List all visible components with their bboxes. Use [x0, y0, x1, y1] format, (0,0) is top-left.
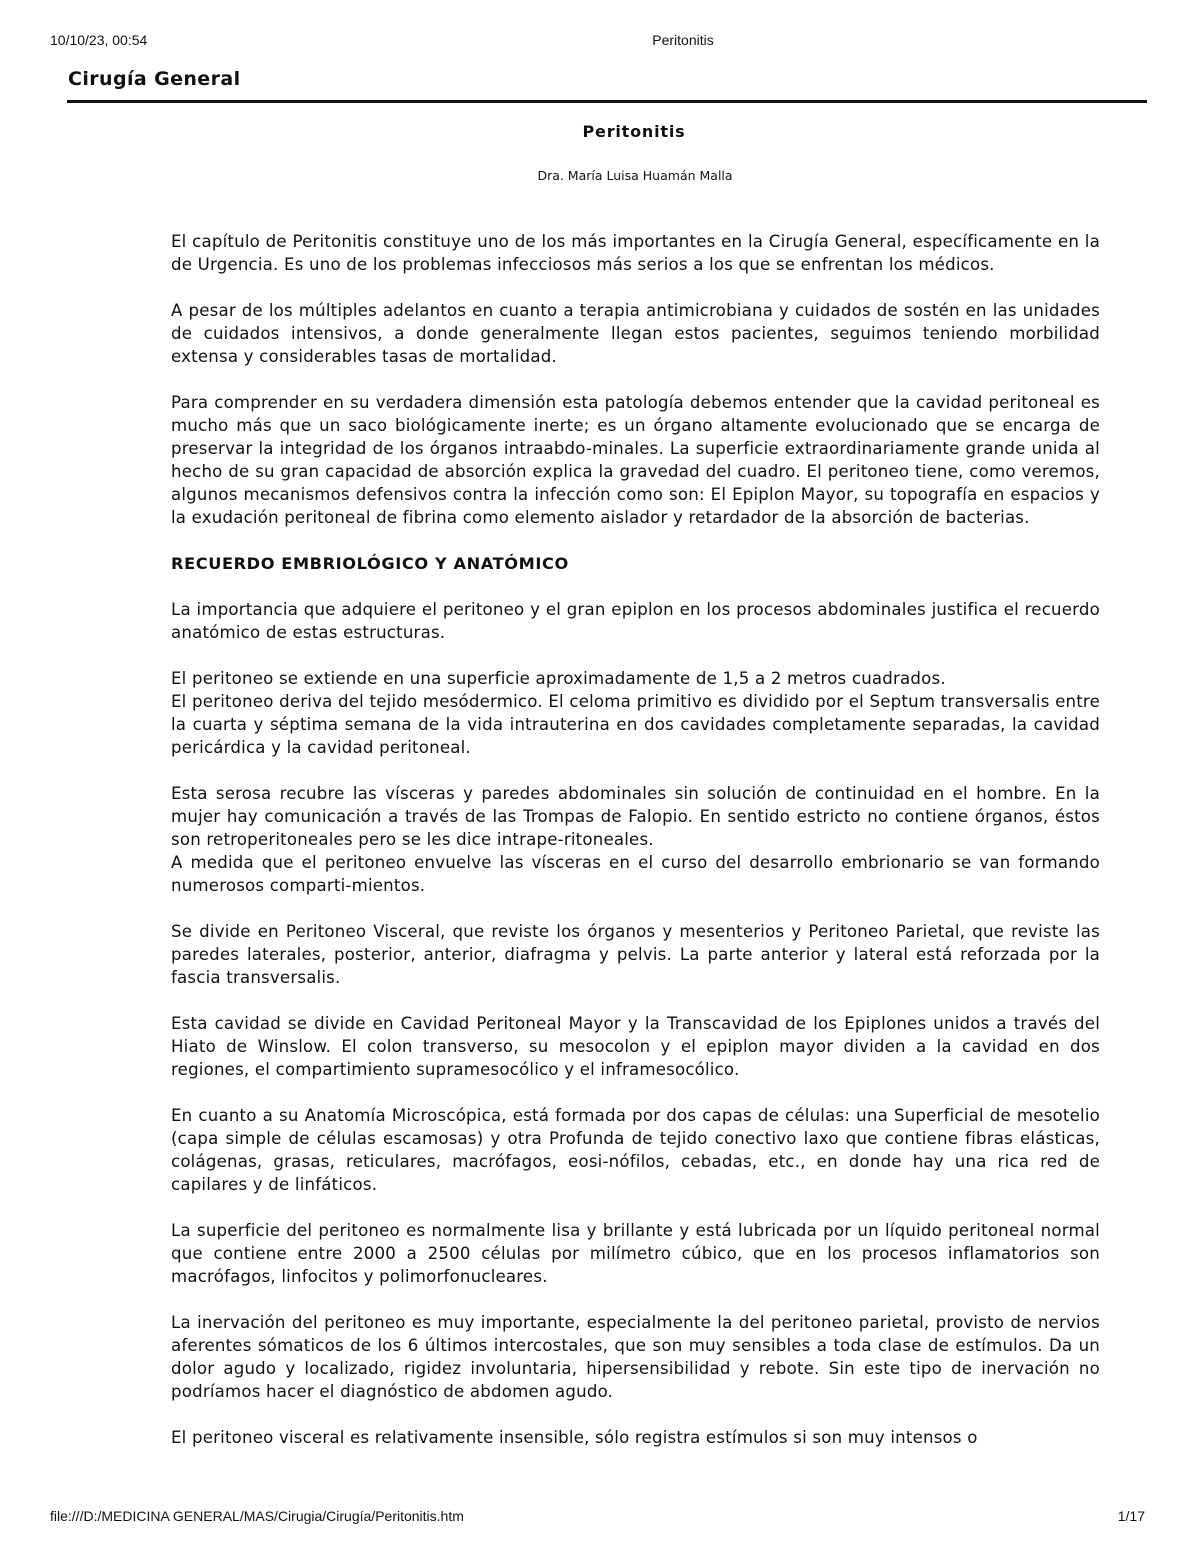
document-body: [171, 230, 1100, 1472]
paragraph: A pesar de los múltiples adelantos en cuanto a terapia antimicrobiana y cuidados de sostén en las unidades de cuidados intensivos, a donde generalmente llegan estos pacientes, seguimos teniendo morbilidad extensa y considerables tasas de mortalidad.: [171, 301, 1100, 366]
title-divider: [67, 100, 1147, 103]
paragraph: Esta serosa recubre las vísceras y paredes abdominales sin solución de continuidad en el hombre. En la mujer hay comunicación a través de las Trompas de Falopio. En sentido estricto no contiene órganos, éstos son retroperitoneales pero se les dice intrape-ritoneales.: [171, 784, 1100, 849]
paragraph: Se divide en Peritoneo Visceral, que reviste los órganos y mesenterios y Peritoneo Parietal, que reviste las paredes laterales, posterior, anterior, diafragma y pelvis. La parte anterior y lateral está reforzada por la fascia transversalis.: [171, 922, 1100, 987]
paragraph: Esta cavidad se divide en Cavidad Peritoneal Mayor y la Transcavidad de los Epiplones unidos a través del Hiato de Winslow. El colon transverso, su mesocolon y el epiplon mayor dividen a la cavidad en dos regiones, el compartimiento supramesocólico y el inframesocólico.: [171, 1014, 1100, 1079]
paragraph: La superficie del peritoneo es normalmente lisa y brillante y está lubricada por un líquido peritoneal normal que contiene entre 2000 a 2500 células por milímetro cúbico, que en los procesos inflamatorios son macrófagos, linfocitos y polimorfonucleares.: [171, 1221, 1100, 1286]
paragraph: En cuanto a su Anatomía Microscópica, está formada por dos capas de células: una Superficial de mesotelio (capa simple de células escamosas) y otra Profunda de tejido conectivo laxo que contiene fibras elásticas, colágenas, grasas, reticulares, macrófagos, eosi-nófilos, cebadas, etc., en donde hay una rica red de capilares y de linfáticos.: [171, 1106, 1100, 1194]
site-title: Cirugía General: [68, 68, 241, 90]
print-datetime: 10/10/23, 00:54: [50, 32, 148, 48]
paragraph: La importancia que adquiere el peritoneo y el gran epiplon en los procesos abdominales justifica el recuerdo anatómico de estas estructuras.: [171, 600, 1100, 642]
paragraph: Para comprender en su verdadera dimensión esta patología debemos entender que la cavidad peritoneal es mucho más que un saco biológicamente inerte; es un órgano altamente evolucionado que se encarga de preservar la integridad de los órganos intraabdo-minales. La superficie extraordinariamente grande unida al hecho de su gran capacidad de absorción explica la gravedad del cuadro. El peritoneo tiene, como veremos, algunos mecanismos defensivos contra la infección como son: El Epiplon Mayor, su topografía en espacios y la exudación peritoneal de fibrina como elemento aislador y retardador de la absorción de bacterias.: [171, 393, 1100, 527]
paragraph: A medida que el peritoneo envuelve las vísceras en el curso del desarrollo embrionario se van formando numerosos comparti-mientos.: [171, 853, 1100, 895]
paragraph: El peritoneo se extiende en una superficie aproximadamente de 1,5 a 2 metros cuadrados.: [171, 669, 946, 688]
section-heading: RECUERDO EMBRIOLÓGICO Y ANATÓMICO: [171, 554, 569, 573]
paragraph: El peritoneo deriva del tejido mesódermico. El celoma primitivo es dividido por el Septum transversalis entre la cuarta y séptima semana de la vida intrauterina en dos cavidades completamente separadas, la cavidad pericárdica y la cavidad peritoneal.: [171, 692, 1100, 757]
document-title: Peritonitis: [582, 122, 686, 141]
print-file-path: file:///D:/MEDICINA GENERAL/MAS/Cirugia/Cirugía/Peritonitis.htm: [50, 1508, 464, 1524]
paragraph: El peritoneo visceral es relativamente insensible, sólo registra estímulos si son muy intensos o: [171, 1428, 978, 1447]
paragraph: La inervación del peritoneo es muy importante, especialmente la del peritoneo parietal, provisto de nervios aferentes sómaticos de los 6 últimos intercostales, que son muy sensibles a toda clase de estímulos. Da un dolor agudo y localizado, rigidez involuntaria, hipersensibilidad y rebote. Sin este tipo de inervación no podríamos hacer el diagnóstico de abdomen agudo.: [171, 1313, 1100, 1401]
print-page-number: 1/17: [1117, 1508, 1145, 1524]
print-page-title: Peritonitis: [652, 32, 714, 48]
paragraph: El capítulo de Peritonitis constituye uno de los más importantes en la Cirugía General, específicamente en la de Urgencia. Es uno de los problemas infecciosos más serios a los que se enfrentan los médicos.: [171, 232, 1100, 274]
document-author: Dra. María Luisa Huamán Malla: [537, 168, 733, 183]
